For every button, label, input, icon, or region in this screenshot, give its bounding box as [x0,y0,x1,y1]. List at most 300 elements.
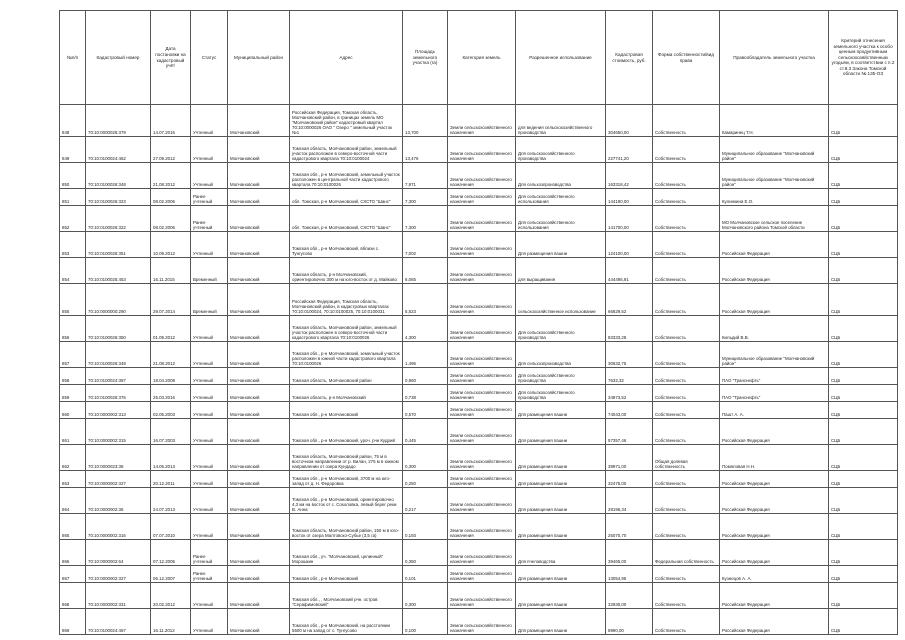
cell-num: 852 [60,206,86,232]
cell-value: 8990,00 [606,609,653,635]
cell-date: 25.03.2016 [151,385,191,402]
cell-ownership: Собственность [653,258,720,284]
cell-address: Томская обл., уч. "Молчановский, целинный" Морошкин [290,540,403,566]
cell-category: Земли сельскохозяйственного назначения [448,137,516,163]
cell-status: Учтенный [191,316,228,342]
cell-ownership: Собственность [653,471,720,488]
cell-criteria: СЦБ [829,137,898,163]
cell-date: 06.12.2007 [151,566,191,583]
cell-ownership: Собственность [653,609,720,635]
cell-district: Молчановский [228,105,290,137]
cell-date: 01.09.2012 [151,316,191,342]
cell-status: Учтенный [191,583,228,609]
cell-use: Для сельскохозяйственного использования [516,206,606,232]
cell-holder: Муниципальное образование "Молчановский район" [720,137,829,163]
cell-value: 304650,00 [606,105,653,137]
cell-holder: Российская Федерация [720,471,829,488]
cell-address: Томская обл., р-н Молчановский, уроч. рчн Кудрий [290,419,403,445]
cell-area: 7,300 [403,206,448,232]
cell-address: обл. Томская, р-н Молчановский, СХСТО "Шанс" [290,206,403,232]
cell-district: Молчановский [228,342,290,368]
cell-use: Для сельскохозяйственного использования [516,189,606,206]
table-row [60,368,898,385]
cell-cadastral: 70:10:0100026:323 [86,189,151,206]
cell-cadastral: 70:10:0000002:36 [86,488,151,514]
table-row [60,342,898,368]
header-value: Кадастровая стоимость, руб. [606,11,653,105]
cell-use: Для размещения пашни [516,402,606,419]
cell-address: Томская область, р-н Молчановский [290,385,403,402]
cell-address: Томская обл., р-н Молчановский, на расстоянии 5500 м на запад от с. Тунгусово [290,609,403,635]
cell-status: Учтенный [191,609,228,635]
cell-date: 14.07.2016 [151,105,191,137]
cell-value: 13054,95 [606,566,653,583]
cell-num: 868 [60,583,86,609]
cell-ownership: Собственность [653,514,720,540]
cell-date: 20.02.2012 [151,583,191,609]
cell-cadastral: 70:10:0000002:313 [86,402,151,419]
header-ownership: Форма собственности/вид права [653,11,720,105]
cell-use: Для сельскохозяйственного производства [516,385,606,402]
cell-holder: Кильдий В.В. [720,316,829,342]
cell-area: 0,350 [403,540,448,566]
cell-value: 141700,00 [606,206,653,232]
cell-ownership: Собственность [653,163,720,189]
cell-holder: Кулинкина Е.О. [720,189,829,206]
cell-date: 24.07.2013 [151,488,191,514]
cell-area: 0,445 [403,419,448,445]
cell-num: 853 [60,232,86,258]
cell-area: 0,250 [403,471,448,488]
cell-ownership: Собственность [653,342,720,368]
cell-category: Земли сельскохозяйственного назначения [448,232,516,258]
cell-num: 864 [60,488,86,514]
table-row [60,385,898,402]
cell-criteria: СЦБ [829,514,898,540]
cell-status: Ранее учтенный [191,206,228,232]
cell-district: Молчановский [228,232,290,258]
table-row [60,137,898,163]
table-row [60,445,898,471]
cell-cadastral: 70:10:0100026:322 [86,206,151,232]
cell-use: Для размещения пашни [516,232,606,258]
cell-date: 08.02.2006 [151,206,191,232]
cell-num: 851 [60,189,86,206]
cell-ownership: Собственность [653,232,720,258]
header-holder: Правообладатель земельного участка [720,11,829,105]
cell-ownership: Федеральная собственность [653,540,720,566]
cell-date: 18.04.2008 [151,368,191,385]
header-cadastral: Кадастровый номер [86,11,151,105]
cell-address: Томская обл., р-н Молчановский, земельный участок расположен в центральной части кадастрового квартала 70:10:0100026 [290,163,403,189]
cell-status: Учтенный [191,471,228,488]
cell-district: Молчановский [228,206,290,232]
cell-ownership: Собственность [653,419,720,445]
cell-district: Молчановский [228,284,290,316]
header-num: №п/п [60,11,86,105]
cell-area: 0,300 [403,583,448,609]
cell-ownership: Общая долевая собственность [653,445,720,471]
cell-cadastral: 70:10:0100026:348 [86,163,151,189]
cell-num: 849 [60,137,86,163]
cell-value: 34973,52 [606,385,653,402]
header-address: Адрес [290,11,403,105]
cell-district: Молчановский [228,419,290,445]
cell-ownership: Собственность [653,284,720,316]
cell-district: Молчановский [228,189,290,206]
cell-date: 16.07.2003 [151,419,191,445]
cell-cadastral: 70:10:0100026:376 [86,385,151,402]
cell-category: Земли сельскохозяйственного назначения [448,488,516,514]
cell-status: Временный [191,284,228,316]
cell-district: Молчановский [228,471,290,488]
cell-status: Учтенный [191,514,228,540]
cell-status: Учтенный [191,342,228,368]
cell-use: Для размещения пашни [516,419,606,445]
cell-area: 4,300 [403,316,448,342]
table-row [60,189,898,206]
cell-holder: Российская Федерация [720,609,829,635]
cell-holder: Российская Федерация [720,488,829,514]
header-date: Дата постановки на кадастровый учёт [151,11,191,105]
cell-category: Земли сельскохозяйственного назначения [448,206,516,232]
cell-district: Молчановский [228,402,290,419]
cell-area: 0,101 [403,566,448,583]
cell-use: Для размещения пашни [516,445,606,471]
cell-district: Молчановский [228,163,290,189]
header-category: Категория земель [448,11,516,105]
cell-use: сельскохозяйственное использование [516,284,606,316]
cell-cadastral: 70:10:0100024:462 [86,137,151,163]
cell-date: 21.08.2012 [151,163,191,189]
cell-status: Ранее учтенный [191,189,228,206]
cell-use: Для размещения пашни [516,514,606,540]
header-status: Статус [191,11,228,105]
cell-date: 10.09.2012 [151,232,191,258]
cell-num: 862 [60,445,86,471]
table-row [60,232,898,258]
cell-value: 227741,20 [606,137,653,163]
cell-ownership: Собственность [653,385,720,402]
table-row [60,471,898,488]
table-row [60,163,898,189]
cell-ownership: Собственность [653,566,720,583]
cell-cadastral: 70:10:0100026:349 [86,342,151,368]
cell-address: Томская область, Молчановский район, 75 м в восточном направлении от р. Вилан, 275 м в южном направлении от озера Кундадо [290,445,403,471]
cell-status: Учтенный [191,445,228,471]
cell-date: 14.05.2013 [151,445,191,471]
cell-status: Учтенный [191,488,228,514]
cell-category: Земли сельскохозяйственного назначения [448,471,516,488]
cell-status: Учтенный [191,419,228,445]
cell-criteria: СЦБ [829,342,898,368]
cell-district: Молчановский [228,583,290,609]
cell-holder: Российская Федерация [720,540,829,566]
table-row [60,540,898,566]
cell-category: Земли сельскохозяйственного назначения [448,105,516,137]
cell-address: Томская область, Молчановский район, 150 м в юго-восток от озера Малтовско-Субье (3,5 га) [290,514,403,540]
cell-category: Земли сельскохозяйственного назначения [448,189,516,206]
cell-num: 865 [60,514,86,540]
cell-num: 860 [60,402,86,419]
header-use: Разрешенное использование [516,11,606,105]
cell-date: 27.09.2012 [151,137,191,163]
cell-value: 25070,70 [606,514,653,540]
cell-area: 7,300 [403,189,448,206]
cell-category: Земли сельскохозяйственного назначения [448,368,516,385]
cell-address: Томская область, Молчановский район [290,368,403,385]
cell-value: 7632,32 [606,368,653,385]
cell-num: 859 [60,385,86,402]
table-row [60,284,898,316]
cell-address: Томская обл., р-н Молчановский, ориентировочно 4,3 км на восток от с. Соколовка, левый берег реки В. Анна [290,488,403,514]
cell-num: 869 [60,609,86,635]
cell-num: 863 [60,471,86,488]
cell-value: 30632,75 [606,342,653,368]
cell-use: Для сельхозпроизводства [516,163,606,189]
header-row [60,11,898,105]
table-row [60,316,898,342]
cell-criteria: СЦБ [829,206,898,232]
cell-area: 0,960 [403,368,448,385]
cell-status: Учтенный [191,385,228,402]
cell-address: Томская обл., р-н Молчановский, 3700 м на юго-запад от д. Н. Федоровка [290,471,403,488]
cell-date: 07.12.2005 [151,540,191,566]
cell-holder: Помяловая Н.Н. [720,445,829,471]
cell-category: Земли сельскохозяйственного назначения [448,284,516,316]
cell-area: 5,523 [403,284,448,316]
table-row [60,566,898,583]
cell-date: 16.11.2012 [151,609,191,635]
cell-value: 39971,00 [606,445,653,471]
cell-area: 1,495 [403,342,448,368]
cell-use: Для сельскохозяйственного производства [516,137,606,163]
cell-value: 32475,00 [606,471,653,488]
cell-district: Молчановский [228,445,290,471]
cell-criteria: СЦБ [829,419,898,445]
table-row [60,105,898,137]
table-row [60,419,898,445]
cell-criteria: СЦБ [829,385,898,402]
cell-date: 07.07.2010 [151,514,191,540]
cell-area: 0,738 [403,385,448,402]
cell-value: 144190,00 [606,189,653,206]
table-row [60,609,898,635]
cell-value: 66829,52 [606,284,653,316]
cell-num: 857 [60,342,86,368]
cell-criteria: СЦБ [829,583,898,609]
cell-cadastral: 70:10:0100026:350 [86,316,151,342]
cell-criteria: СЦБ [829,402,898,419]
cell-ownership: Собственность [653,137,720,163]
cell-criteria: СЦБ [829,540,898,566]
cell-district: Молчановский [228,385,290,402]
cell-area: 7,002 [403,232,448,258]
cell-criteria: СЦБ [829,316,898,342]
cell-district: Молчановский [228,316,290,342]
cell-date: 08.02.2006 [151,189,191,206]
cell-area: 13,700 [403,105,448,137]
cell-cadastral: 70:10:0000002:327 [86,471,151,488]
cell-address: Томская обл., , Молчановский рчн. остров "Серафимовский" [290,583,403,609]
cell-criteria: СЦБ [829,368,898,385]
header-criteria: Критерий отнесения земельного участка к особо ценным продуктивным сельскохозяйственным угодьям, в соответствии с п.2 ст.8.3 Закона Томской области № 135-ОЗ [829,11,898,105]
cell-status: Учтенный [191,402,228,419]
cell-holder: Российская Федерация [720,232,829,258]
cell-cadastral: 70:10:0000002:64 [86,540,151,566]
cell-area: 6,065 [403,258,448,284]
cell-area: 0,217 [403,488,448,514]
cell-address: обл. Томская, р-н Молчановский, СХСТО "Шанс" [290,189,403,206]
cell-use: Для сельхозпроизводства [516,342,606,368]
cell-ownership: Собственность [653,368,720,385]
cell-criteria: СЦБ [829,232,898,258]
cell-date: 16.11.2015 [151,258,191,284]
table-row [60,488,898,514]
cell-criteria: СЦБ [829,471,898,488]
land-registry-sheet [59,10,897,635]
cell-district: Молчановский [228,368,290,385]
cell-cadastral: 70:10:0000002:315 [86,419,151,445]
cell-district: Молчановский [228,258,290,284]
cell-criteria: СЦБ [829,488,898,514]
cell-num: 866 [60,540,86,566]
cell-address: Томская область, р-н Молчановский, ориентировочно 300 м на юго-восток от д. Майково [290,258,403,284]
cell-status: Учтенный [191,105,228,137]
cell-category: Земли сельскохозяйственного назначения [448,583,516,609]
cell-holder: Муниципальное образование "Молчановский район" [720,342,829,368]
cell-use: Для размещения пашни [516,583,606,609]
cell-use: для выращивания [516,258,606,284]
cell-num: 854 [60,258,86,284]
cell-ownership: Собственность [653,402,720,419]
cell-cadastral: 70:10:0000002:327 [86,566,151,583]
cell-date: 02.05.2003 [151,402,191,419]
cell-ownership: Собственность [653,105,720,137]
cell-criteria: СЦБ [829,189,898,206]
cell-date: 29.07.2014 [151,284,191,316]
cell-ownership: Собственность [653,206,720,232]
cell-value: 124100,00 [606,232,653,258]
cell-address: Российская Федерация, Томская область, Молчановский район, в границах земель МО "Молчановский район" кадастровый квартал 70:10:0000026 ОАО " Озеро " земельный участок №1 [290,105,403,137]
cell-num: 848 [60,105,86,137]
cell-district: Молчановский [228,488,290,514]
cell-cadastral: 70:10:0100026:351 [86,232,151,258]
cell-date: 20.12.2011 [151,471,191,488]
land-registry-table [59,10,898,635]
cell-holder: Российская Федерация [720,419,829,445]
cell-area: 0,300 [403,445,448,471]
cell-holder: Российская Федерация [720,514,829,540]
cell-category: Земли сельскохозяйственного назначения [448,445,516,471]
cell-area: 13,476 [403,137,448,163]
cell-category: Земли сельскохозяйственного назначения [448,385,516,402]
cell-cadastral: 70:10:0000026:379 [86,105,151,137]
cell-status: Учтенный [191,232,228,258]
cell-cadastral: 70:10:0000023:38 [86,445,151,471]
cell-cadastral: 70:10:0000002:331 [86,583,151,609]
cell-use: для ведения сельскохозяйственного производства [516,105,606,137]
cell-holder: ПАО "Транснефть" [720,385,829,402]
cell-holder: МО Молчановское сельское поселение Молчановского района Томской области [720,206,829,232]
cell-cadastral: 70:10:0000000:290 [86,284,151,316]
cell-criteria: СЦБ [829,609,898,635]
cell-value: 74043,00 [606,402,653,419]
cell-num: 856 [60,316,86,342]
cell-value: 83333,28 [606,316,653,342]
cell-address: Томская обл., р-н Молчановский [290,566,403,583]
cell-criteria: СЦБ [829,105,898,137]
cell-use: Для размещения пашни [516,488,606,514]
cell-num: 867 [60,566,86,583]
cell-category: Земли сельскохозяйственного назначения [448,316,516,342]
table-row [60,258,898,284]
cell-category: Земли сельскохозяйственного назначения [448,566,516,583]
table-row [60,514,898,540]
cell-holder: ПАО "Транснефть" [720,368,829,385]
cell-holder: Муниципальное образование "Молчановский район" [720,163,829,189]
cell-category: Земли сельскохозяйственного назначения [448,609,516,635]
cell-status: Учтенный [191,368,228,385]
cell-area: 0,100 [403,609,448,635]
cell-status: Учтенный [191,163,228,189]
cell-cadastral: 70:10:0100025:453 [86,258,151,284]
cell-category: Земли сельскохозяйственного назначения [448,342,516,368]
header-area: Площадь земельного участка (га) [403,11,448,105]
cell-date: 21.08.2012 [151,342,191,368]
cell-status: Ранее учтенный [191,566,228,583]
cell-num: 850 [60,163,86,189]
cell-category: Земли сельскохозяйственного назначения [448,419,516,445]
cell-status: Ранее учтенный [191,540,228,566]
cell-value: 57357,46 [606,419,653,445]
cell-address: Томская обл., р-н Молчановский [290,402,403,419]
cell-cadastral: 70:10:0100024:467 [86,609,151,635]
cell-category: Земли сельскохозяйственного назначения [448,163,516,189]
cell-use: Для пчеловодства [516,540,606,566]
table-row [60,206,898,232]
cell-area: 7,971 [403,163,448,189]
cell-holder: Пашт А. А. [720,402,829,419]
cell-holder: Российская Федерация [720,583,829,609]
cell-cadastral: 70:10:0000002:316 [86,514,151,540]
cell-holder: Российская Федерация [720,258,829,284]
table-row [60,402,898,419]
cell-address: Томская обл., р-н Молчановский, земельный участок расположен в южной части кадастрового квартала 70:10:0100026 [290,342,403,368]
cell-address: Томская обл., р-н Молчановский, вблизи с. Тунгусово [290,232,403,258]
cell-num: 861 [60,419,86,445]
cell-use: Для размещения пашни [516,609,606,635]
cell-status: Временный [191,258,228,284]
cell-holder: Кузнецов А. А. [720,566,829,583]
cell-value: 32930,00 [606,583,653,609]
cell-num: 855 [60,284,86,316]
cell-address: Томская область, Молчановский район, земельный участок расположен в северо-восточной части кадастрового квартала 70:10:0100024 [290,137,403,163]
cell-value: 39465,00 [606,540,653,566]
cell-address: Томская область, Молчановский район, земельный участок расположен в северо-восточной части кадастрового квартала 70:10:0100026 [290,316,403,342]
cell-use: Для сельскохозяйственного производства [516,316,606,342]
cell-ownership: Собственность [653,488,720,514]
cell-category: Земли сельскохозяйственного назначения [448,540,516,566]
cell-criteria: СЦБ [829,445,898,471]
cell-category: Земли сельскохозяйственного назначения [448,514,516,540]
cell-criteria: СЦБ [829,566,898,583]
cell-use: Для размещения пашни [516,566,606,583]
cell-value: 444495,91 [606,258,653,284]
cell-value: 163318,42 [606,163,653,189]
cell-holder: Камаринец Т.Н. [720,105,829,137]
cell-holder: Российская Федерация [720,284,829,316]
